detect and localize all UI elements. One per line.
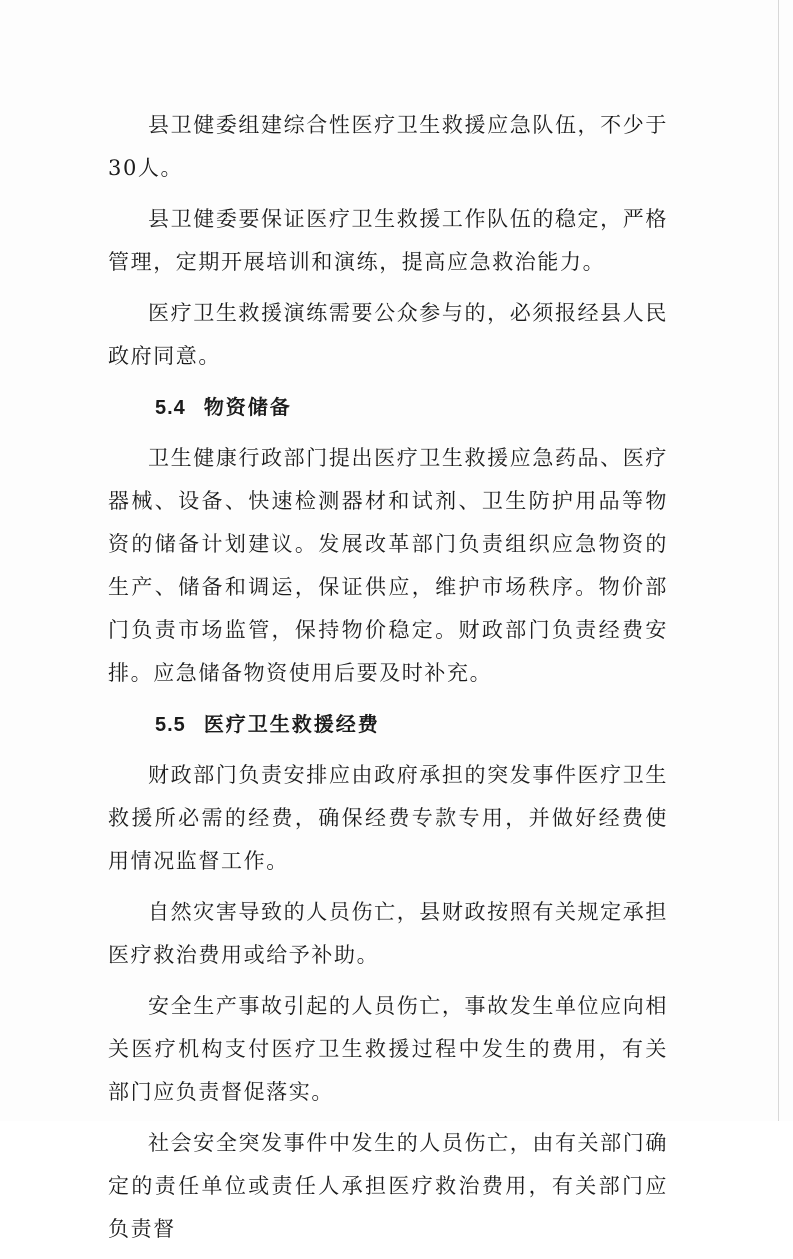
section-number: 5.5 xyxy=(155,714,186,736)
paragraph-team-stability: 县卫健委要保证医疗卫生救援工作队伍的稳定，严格管理，定期开展培训和演练，提高应急救治能力。 xyxy=(108,207,668,274)
paragraph-production-accident: 安全生产事故引起的人员伤亡，事故发生单位应向相关医疗机构支付医疗卫生救援过程中发生的费用，有关部门应负责督促落实。 xyxy=(108,994,668,1104)
paragraph-finance-funding: 财政部门负责安排应由政府承担的突发事件医疗卫生救援所必需的经费，确保经费专款专用，并做好经费使用情况监督工作。 xyxy=(108,763,668,873)
paragraph-social-security-event: 社会安全突发事件中发生的人员伤亡，由有关部门确定的责任单位或责任人承担医疗救治费用，有关部门应负责督 xyxy=(108,1131,668,1241)
paragraph-drill-approval: 医疗卫生救援演练需要公众参与的，必须报经县人民政府同意。 xyxy=(108,301,668,368)
paragraph-material-reserve: 卫生健康行政部门提出医疗卫生救援应急药品、医疗器械、设备、快速检测器材和试剂、卫生防护用品等物资的储备计划建议。发展改革部门负责组织应急物资的生产、储备和调运，保证供应，维护市场秩序。物价部门负责市场监管，保持物价稳定。财政部门负责经费安排。应急储备物资使用后要及时补充。 xyxy=(108,446,668,685)
section-number: 5.4 xyxy=(155,397,186,419)
section-title: 医疗卫生救援经费 xyxy=(203,712,380,736)
document-body xyxy=(108,104,668,1259)
section-title: 物资储备 xyxy=(203,395,292,419)
paragraph-team-formation: 县卫健委组建综合性医疗卫生救援应急队伍，不少于30人。 xyxy=(108,113,668,180)
section-heading-5-4 xyxy=(108,386,668,429)
paragraph-natural-disaster: 自然灾害导致的人员伤亡，县财政按照有关规定承担医疗救治费用或给予补助。 xyxy=(108,900,668,967)
section-heading-5-5 xyxy=(108,703,668,746)
page-edge-line xyxy=(778,0,779,1121)
